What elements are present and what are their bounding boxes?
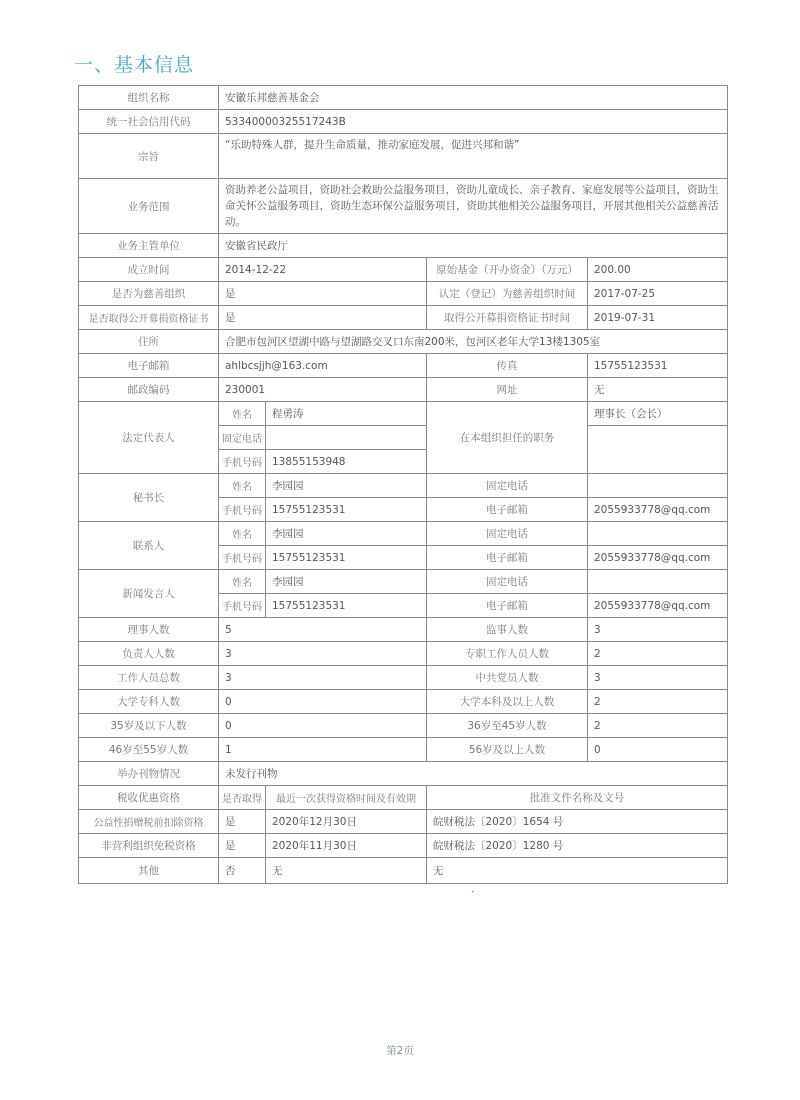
secretary-email-label: 电子邮箱 bbox=[427, 498, 588, 522]
stats-row bbox=[79, 666, 728, 690]
secretary-mobile-value: 15755123531 bbox=[266, 498, 427, 522]
stats-row bbox=[79, 714, 728, 738]
spokesperson-mobile-value: 15755123531 bbox=[266, 594, 427, 618]
contact-name-value: 李园园 bbox=[266, 522, 427, 546]
public-fundraising-label: 是否取得公开募捐资格证书 bbox=[79, 306, 219, 330]
stat-left-value: 0 bbox=[219, 714, 427, 738]
scan-mark: ˊ bbox=[470, 891, 475, 901]
stat-right-value: 0 bbox=[588, 738, 728, 762]
tax-row-obtained: 否 bbox=[219, 858, 266, 884]
charity-date-label: 认定（登记）为慈善组织时间 bbox=[427, 282, 588, 306]
secretary-landline-value bbox=[588, 474, 728, 498]
tax-row-label: 其他 bbox=[79, 858, 219, 884]
spokesperson-email-label: 电子邮箱 bbox=[427, 594, 588, 618]
fax-label: 传真 bbox=[427, 354, 588, 378]
row-secretary-name bbox=[79, 474, 728, 498]
spokesperson-email-value: 2055933778@qq.com bbox=[588, 594, 728, 618]
tax-row-obtained: 是 bbox=[219, 810, 266, 834]
row-supervisor bbox=[79, 234, 728, 258]
stat-left-value: 5 bbox=[219, 618, 427, 642]
postcode-value: 230001 bbox=[219, 378, 427, 402]
legal-rep-name-value: 程勇涛 bbox=[266, 402, 427, 426]
legal-rep-position-value: 理事长（会长） bbox=[588, 402, 728, 426]
row-legal-rep-name bbox=[79, 402, 728, 426]
fundraising-date-value: 2019-07-31 bbox=[588, 306, 728, 330]
spokesperson-label: 新闻发言人 bbox=[79, 570, 219, 618]
row-founded bbox=[79, 258, 728, 282]
address-value: 合肥市包河区望湖中路与望湖路交叉口东南200米，包河区老年大学13楼1305室 bbox=[219, 330, 728, 354]
stat-right-label: 专职工作人员人数 bbox=[427, 642, 588, 666]
row-address bbox=[79, 330, 728, 354]
row-contact-name bbox=[79, 522, 728, 546]
tax-row-label: 公益性捐赠税前扣除资格 bbox=[79, 810, 219, 834]
contact-landline-label: 固定电话 bbox=[427, 522, 588, 546]
contact-landline-value bbox=[588, 522, 728, 546]
credit-code-label: 统一社会信用代码 bbox=[79, 110, 219, 134]
tax-row-document: 皖财税法〔2020〕1280 号 bbox=[427, 834, 728, 858]
postcode-label: 邮政编码 bbox=[79, 378, 219, 402]
purpose-value: “乐助特殊人群，提升生命质量，推动家庭发展，促进兴邦和谐” bbox=[219, 134, 728, 179]
stat-right-label: 36岁至45岁人数 bbox=[427, 714, 588, 738]
publication-label: 举办刊物情况 bbox=[79, 762, 219, 786]
legal-rep-label: 法定代表人 bbox=[79, 402, 219, 474]
legal-rep-position-label: 在本组织担任的职务 bbox=[427, 402, 588, 474]
tax-row bbox=[79, 858, 728, 884]
stat-right-value: 3 bbox=[588, 618, 728, 642]
tax-row-obtained: 是 bbox=[219, 834, 266, 858]
public-fundraising-value: 是 bbox=[219, 306, 427, 330]
stat-left-label: 理事人数 bbox=[79, 618, 219, 642]
legal-rep-mobile-label: 手机号码 bbox=[219, 450, 266, 474]
row-org-name bbox=[79, 86, 728, 110]
stat-left-label: 负责人人数 bbox=[79, 642, 219, 666]
stat-left-value: 0 bbox=[219, 690, 427, 714]
purpose-label: 宗旨 bbox=[79, 134, 219, 179]
row-credit-code bbox=[79, 110, 728, 134]
publication-value: 未发行刊物 bbox=[219, 762, 728, 786]
contact-email-value: 2055933778@qq.com bbox=[588, 546, 728, 570]
row-postcode bbox=[79, 378, 728, 402]
credit-code-value: 53340000325517243B bbox=[219, 110, 728, 134]
charity-date-value: 2017-07-25 bbox=[588, 282, 728, 306]
stats-row bbox=[79, 690, 728, 714]
section-title: 一、基本信息 bbox=[74, 54, 195, 76]
row-email bbox=[79, 354, 728, 378]
tax-header-row bbox=[79, 786, 728, 810]
legal-rep-name-label: 姓名 bbox=[219, 402, 266, 426]
row-public-fundraising bbox=[79, 306, 728, 330]
spokesperson-name-label: 姓名 bbox=[219, 570, 266, 594]
legal-rep-landline-label: 固定电话 bbox=[219, 426, 266, 450]
secretary-name-value: 李园园 bbox=[266, 474, 427, 498]
secretary-email-value: 2055933778@qq.com bbox=[588, 498, 728, 522]
scope-value: 资助养老公益项目，资助社会救助公益服务项目，资助儿童成长、亲子教育、家庭发展等公益项目，资助生命关怀公益服务项目，资助生态环保公益服务项目，资助其他相关公益服务项目，开展其他相关公益慈善活动。 bbox=[219, 179, 728, 234]
spokesperson-landline-label: 固定电话 bbox=[427, 570, 588, 594]
supervisor-value: 安徽省民政厅 bbox=[219, 234, 728, 258]
stat-left-label: 46岁至55岁人数 bbox=[79, 738, 219, 762]
website-label: 网址 bbox=[427, 378, 588, 402]
stat-right-value: 2 bbox=[588, 642, 728, 666]
tax-row-label: 非营利组织免税资格 bbox=[79, 834, 219, 858]
row-scope bbox=[79, 179, 728, 234]
tax-row-document: 皖财税法〔2020〕1654 号 bbox=[427, 810, 728, 834]
stats-row bbox=[79, 618, 728, 642]
fax-value: 15755123531 bbox=[588, 354, 728, 378]
email-label: 电子邮箱 bbox=[79, 354, 219, 378]
row-purpose bbox=[79, 134, 728, 179]
tax-row-date: 无 bbox=[266, 858, 427, 884]
website-value: 无 bbox=[588, 378, 728, 402]
tax-row-date: 2020年11月30日 bbox=[266, 834, 427, 858]
fundraising-date-label: 取得公开募捐资格证书时间 bbox=[427, 306, 588, 330]
secretary-label: 秘书长 bbox=[79, 474, 219, 522]
tax-row bbox=[79, 834, 728, 858]
founded-label: 成立时间 bbox=[79, 258, 219, 282]
spokesperson-landline-value bbox=[588, 570, 728, 594]
row-publication bbox=[79, 762, 728, 786]
tax-header-document: 批准文件名称及文号 bbox=[427, 786, 728, 810]
tax-header-obtained: 是否取得 bbox=[219, 786, 266, 810]
legal-rep-landline-value bbox=[266, 426, 427, 450]
is-charity-label: 是否为慈善组织 bbox=[79, 282, 219, 306]
fund-value: 200.00 bbox=[588, 258, 728, 282]
secretary-landline-label: 固定电话 bbox=[427, 474, 588, 498]
address-label: 住所 bbox=[79, 330, 219, 354]
stat-right-label: 中共党员人数 bbox=[427, 666, 588, 690]
row-spokesperson-name bbox=[79, 570, 728, 594]
stat-right-label: 56岁及以上人数 bbox=[427, 738, 588, 762]
supervisor-label: 业务主管单位 bbox=[79, 234, 219, 258]
contact-person-label: 联系人 bbox=[79, 522, 219, 570]
founded-value: 2014-12-22 bbox=[219, 258, 427, 282]
contact-email-label: 电子邮箱 bbox=[427, 546, 588, 570]
stat-right-label: 监事人数 bbox=[427, 618, 588, 642]
secretary-mobile-label: 手机号码 bbox=[219, 498, 266, 522]
stat-left-value: 1 bbox=[219, 738, 427, 762]
contact-mobile-value: 15755123531 bbox=[266, 546, 427, 570]
stats-row bbox=[79, 642, 728, 666]
stat-left-value: 3 bbox=[219, 642, 427, 666]
row-is-charity bbox=[79, 282, 728, 306]
org-name-label: 组织名称 bbox=[79, 86, 219, 110]
org-name-value: 安徽乐邦慈善基金会 bbox=[219, 86, 728, 110]
legal-rep-position-extra bbox=[588, 426, 728, 474]
tax-row bbox=[79, 810, 728, 834]
stat-left-label: 35岁及以下人数 bbox=[79, 714, 219, 738]
email-value: ahlbcsjjh@163.com bbox=[219, 354, 427, 378]
stat-right-value: 3 bbox=[588, 666, 728, 690]
tax-header-label: 税收优惠资格 bbox=[79, 786, 219, 810]
stat-left-value: 3 bbox=[219, 666, 427, 690]
stats-row bbox=[79, 738, 728, 762]
spokesperson-name-value: 李园园 bbox=[266, 570, 427, 594]
page-number: 第2页 bbox=[386, 1045, 414, 1057]
stat-right-label: 大学本科及以上人数 bbox=[427, 690, 588, 714]
is-charity-value: 是 bbox=[219, 282, 427, 306]
stat-right-value: 2 bbox=[588, 714, 728, 738]
contact-name-label: 姓名 bbox=[219, 522, 266, 546]
stat-left-label: 大学专科人数 bbox=[79, 690, 219, 714]
scope-label: 业务范围 bbox=[79, 179, 219, 234]
legal-rep-mobile-value: 13855153948 bbox=[266, 450, 427, 474]
secretary-name-label: 姓名 bbox=[219, 474, 266, 498]
stat-left-label: 工作人员总数 bbox=[79, 666, 219, 690]
tax-row-document: 无 bbox=[427, 858, 728, 884]
tax-header-date: 最近一次获得资格时间及有效期 bbox=[266, 786, 427, 810]
basic-info-table bbox=[78, 85, 728, 884]
spokesperson-mobile-label: 手机号码 bbox=[219, 594, 266, 618]
tax-row-date: 2020年12月30日 bbox=[266, 810, 427, 834]
fund-label: 原始基金（开办资金）（万元） bbox=[427, 258, 588, 282]
contact-mobile-label: 手机号码 bbox=[219, 546, 266, 570]
stat-right-value: 2 bbox=[588, 690, 728, 714]
